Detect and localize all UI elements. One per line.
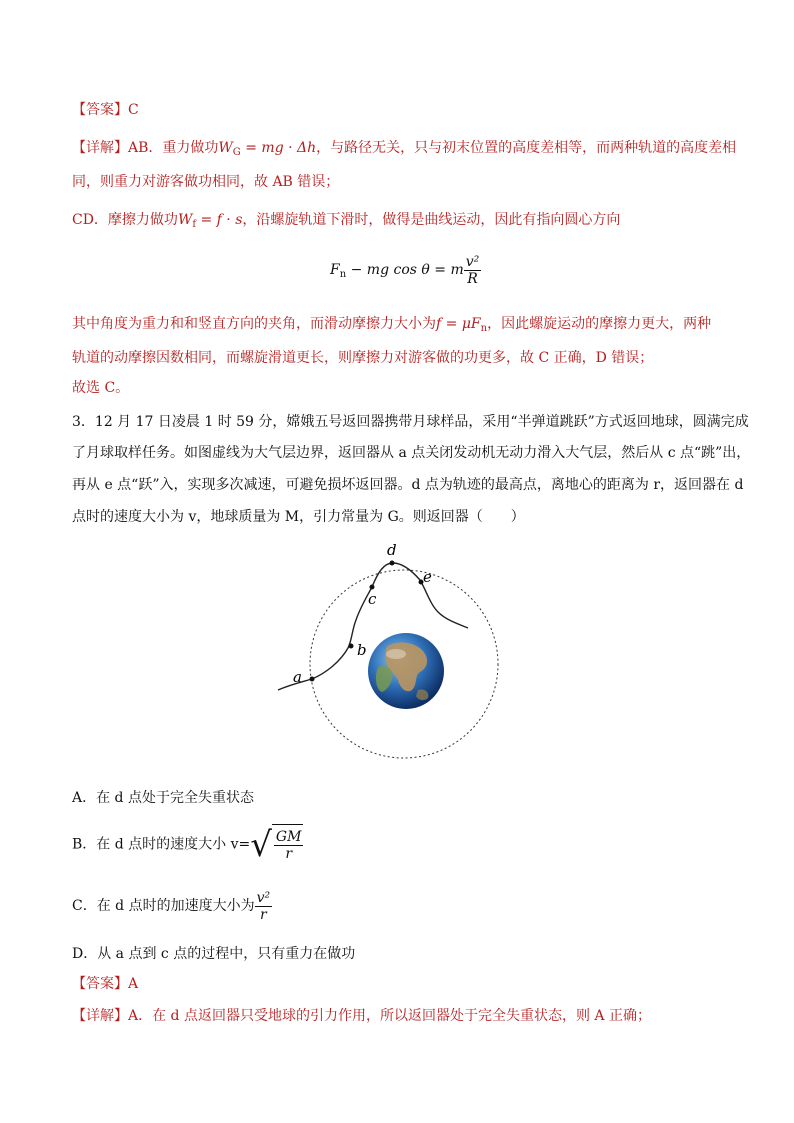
- detail-text: CD．摩擦力做功: [72, 212, 178, 228]
- detail-line-2: 【详解】A．在 d 点返回器只受地球的引力作用，所以返回器处于完全失重状态，则 A 正确；: [72, 1008, 651, 1024]
- detail-para-3: 轨道的动摩擦因数相同，而螺旋滑道更长，则摩擦力对游客做的功更多，故 C 正确，D 错误；: [72, 350, 654, 366]
- question-line-4: 点时的速度大小为 v，地球质量为 M，引力常量为 G。则返回器（ ）: [72, 509, 525, 525]
- earth-image: [368, 633, 444, 709]
- detail-para-4: 故选 C。: [72, 380, 130, 396]
- label-a: a: [293, 668, 302, 686]
- detail-ab-line: [72, 138, 736, 163]
- gravity-work-formula: $W_G$ = mg · Δh: [218, 140, 317, 158]
- point-d: [390, 561, 395, 566]
- option-d: D．从 a 点到 c 点的过程中，只有重力在做功: [72, 946, 356, 962]
- question-line-2: 了月球取样任务。如图虚线为大气层边界，返回器从 a 点关闭发动机无动力滑入大气层，然后从 c 点“跳”出，: [72, 445, 751, 461]
- label-e: e: [423, 568, 432, 586]
- acceleration-fraction: $\frac{\text{v²}}{r}$: [256, 889, 271, 923]
- option-b: B．在 d 点时的速度大小 v=√ $\frac{GM}{r}$: [72, 825, 302, 865]
- answer-tag: 【答案】: [72, 102, 128, 118]
- option-a: A．在 d 点处于完全失重状态: [72, 790, 254, 806]
- trajectory-figure: [270, 535, 510, 770]
- point-b: [349, 644, 354, 649]
- friction-formula: $f = \mu F_n$: [436, 316, 488, 334]
- detail-para-2: 其中角度为重力和和竖直方向的夹角，而滑动摩擦力大小为$f = \mu F_n$，因此螺旋运动的摩擦力更大，两种: [72, 316, 712, 334]
- label-b: b: [357, 641, 367, 659]
- point-a: [310, 677, 315, 682]
- answer-line-2: 【答案】A: [72, 976, 139, 992]
- question-line-3: 再从 e 点“跃”入，实现多次减速，可避免损坏返回器。d 点为轨迹的最高点，离地心的距离为 r，返回器在 d: [72, 477, 744, 493]
- detail-cd-line: [72, 210, 620, 235]
- point-c: [370, 585, 375, 590]
- label-d: d: [387, 541, 397, 559]
- answer-line-1: [72, 100, 139, 120]
- question-line-1: 3．12 月 17 日凌晨 1 时 59 分，嫦娥五号返回器携带月球样品，采用“半弹道跳跃”方式返回地球，圆满完成: [72, 414, 749, 430]
- centripetal-equation: $F_n$ − mg cos θ = m $\frac{\text{v²}}{R}$: [330, 253, 480, 287]
- detail-tag: 【详解】: [72, 140, 128, 156]
- answer-value: C: [128, 102, 139, 118]
- detail-text-cont: ，与路径无关，只与初末位置的高度差相等，而两种轨道的高度差相: [316, 140, 737, 156]
- detail-ab-line2: 同，则重力对游客做功相同，故 AB 错误；: [72, 174, 340, 190]
- sqrt-expression: √ $\frac{GM}{r}$: [250, 825, 302, 865]
- detail-text: AB．重力做功: [128, 140, 219, 156]
- option-c: C．在 d 点时的加速度大小为 $\frac{\text{v²}}{r}$: [72, 889, 271, 923]
- equation-fraction: $\frac{\text{v²}}{R}$: [465, 253, 480, 287]
- label-c: c: [368, 590, 377, 608]
- friction-work-formula: $W_f = f \cdot s$: [177, 212, 243, 230]
- detail-text-cont: ，沿螺旋轨道下滑时，做得是曲线运动，因此有指向圆心方向: [242, 212, 621, 228]
